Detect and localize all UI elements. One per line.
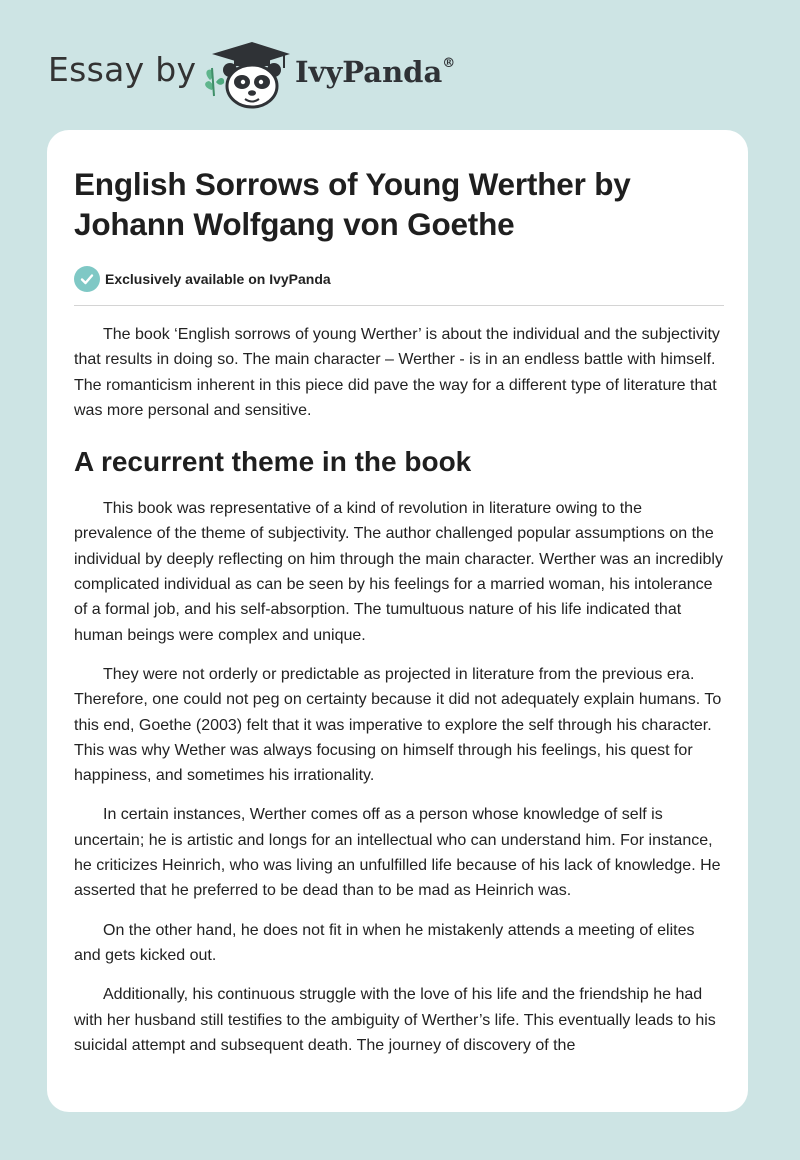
intro-paragraph: The book ‘English sorrows of young Werther’ is about the individual and the subjectivity that results in doing so. The main character – Werther - is in an endless battle with himself. The romanticism inherent in this piece did pave the way for a different type of literature that was more personal and sensitive. — [74, 326, 720, 419]
exclusive-badge — [74, 266, 724, 292]
registered-mark: ® — [442, 56, 456, 72]
exclusive-badge-text: Exclusively available on IvyPanda — [105, 271, 331, 287]
divider — [74, 305, 724, 306]
body-paragraph: This book was representative of a kind of revolution in literature owing to the prevalence of the theme of subjectivity. The author challenged popular assumptions on the individual by deeply reflecting on him through the main character. Werther was an incredibly complicated individual as can be seen by his feelings for a married woman, his intolerance of a formal job, and his self-absorption. The tumultuous nature of his life indicated that human beings were complex and unique. — [74, 500, 723, 644]
brand-text: IvyPanda — [295, 55, 443, 89]
body-paragraph: On the other hand, he does not fit in when he mistakenly attends a meeting of elites and gets kicked out. — [74, 921, 695, 964]
body-paragraph: They were not orderly or predictable as projected in literature from the previous era. Therefore, one could not peg on certainty because it did not adequately explain humans. To this end, Goethe (2003) felt that it was imperative to explore the self through his character. This was why Wether was always focusing on himself through his feelings, his quest for happiness, and sometimes his irrationality. — [74, 665, 722, 785]
body-paragraph: In certain instances, Werther comes off as a person whose knowledge of self is uncertain; he is artistic and longs for an intellectual who can understand him. For instance, he criticizes Heinrich, who was living an unfulfilled life because of his lack of knowledge. He asserted that he preferred to be dead than to be mad as Heinrich was. — [74, 806, 721, 900]
essay-title: English Sorrows of Young Werther by Johann Wolfgang von Goethe — [74, 166, 631, 242]
section-heading: A recurrent theme in the book — [74, 446, 472, 478]
brand-name[interactable] — [295, 55, 455, 89]
checkmark-icon — [74, 266, 100, 292]
panda-logo-icon[interactable] — [200, 38, 292, 110]
body-paragraph: Additionally, his continuous struggle with the love of his life and the friendship he had with her husband still testifies to the ambiguity of Werther’s life. This eventually leads to his suicidal attempt and subsequent death. The journey of discovery of the — [74, 986, 716, 1054]
essay-by-label: Essay by — [48, 50, 197, 89]
essay-card — [47, 130, 748, 1112]
essay-content — [74, 164, 724, 1058]
site-header — [0, 0, 800, 130]
